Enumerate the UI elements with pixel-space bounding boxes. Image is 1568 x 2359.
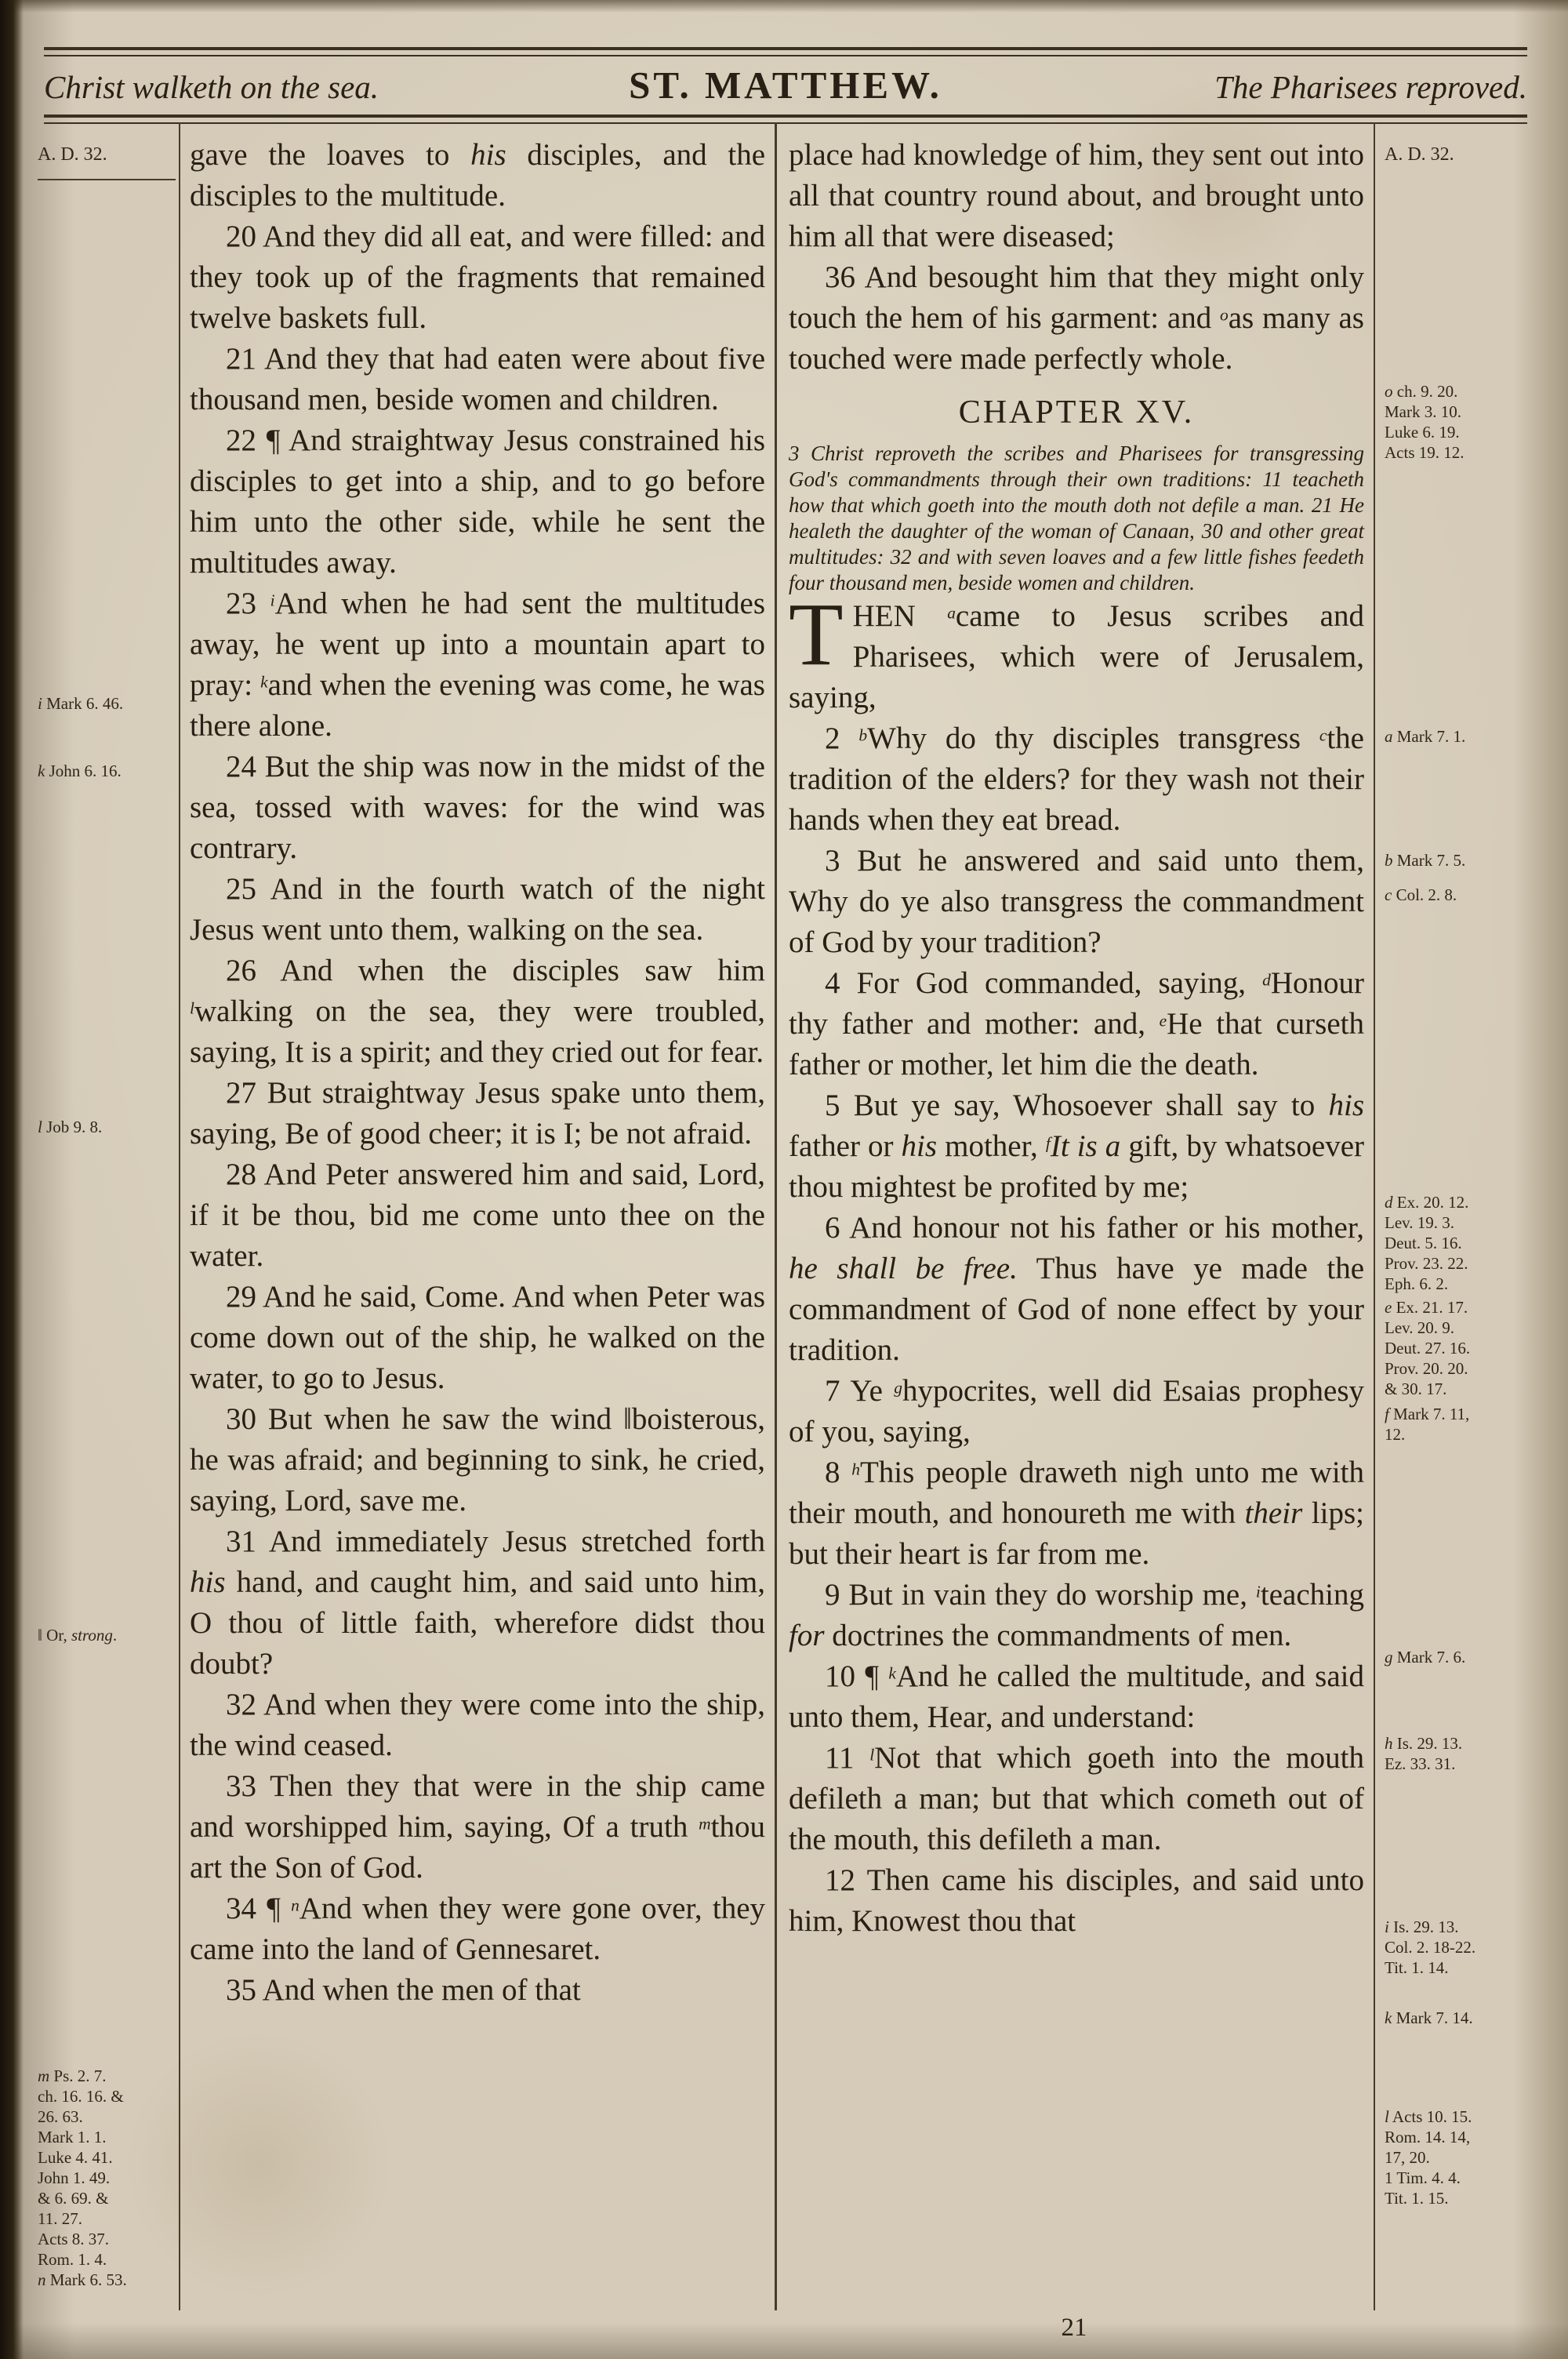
margin-note-line: o ch. 9. 20.: [1385, 382, 1458, 401]
chapter-opening-verse: THEN $^a$came to Jesus scribes and Pharisees, which were of Jerusalem, saying,: [789, 584, 1364, 714]
verse-paragraph: 31 And immediately Jesus stretched forth his hand, and caught him, and said unto him, O thou of little faith, wherefore didst thou doubt?: [190, 1525, 765, 1681]
header-rule-thick: [44, 114, 1527, 118]
left-text-column: [190, 135, 765, 2011]
verse-paragraph: 9 But in vain they do worship me, $^i$teaching for doctrines the commandments of men.: [789, 1578, 1364, 1652]
margin-note: [1385, 850, 1541, 871]
margin-note-line: k John 6. 16.: [38, 761, 122, 780]
margin-note-line: Luke 6. 19.: [1385, 423, 1460, 442]
verse-paragraph: 3 But he answered and said unto them, Why do ye also transgress the commandment of God by your tradition?: [789, 844, 1364, 959]
verse-paragraph: 34 ¶ $^n$And when they were gone over, they came into the land of Gennesaret.: [190, 1892, 766, 1966]
verse-paragraph: 6 And honour not his father or his mother, he shall be free. Thus have ye made the commandment of God of none effect by your tradition.: [789, 1211, 1365, 1367]
margin-note-line: Prov. 23. 22.: [1385, 1254, 1468, 1273]
verse-paragraph: 22 ¶ And straightway Jesus constrained his disciples to get into a ship, and to go before him unto the other side, while he sent the multitudes away.: [190, 423, 765, 580]
margin-note-line: c Col. 2. 8.: [1385, 885, 1457, 904]
verse-paragraph: 27 But straightway Jesus spake unto them, saying, Be of good cheer; it is I; be not afraid.: [190, 1076, 765, 1150]
right-margin-column: [1381, 0, 1538, 2359]
margin-note: [1385, 1192, 1541, 1294]
margin-note-line: 17, 20.: [1385, 2148, 1430, 2167]
margin-note-line: Col. 2. 18-22.: [1385, 1938, 1476, 1957]
margin-note-line: 26. 63.: [38, 2107, 83, 2126]
margin-note-line: Rom. 14. 14,: [1385, 2128, 1471, 2146]
margin-note-line: h Is. 29. 13.: [1385, 1734, 1463, 1753]
verse-paragraph: 33 Then they that were in the ship came and worshipped him, saying, Of a truth $^m$thou art the Son of God.: [190, 1769, 765, 1885]
running-head-left: Christ walketh on the sea.: [44, 69, 379, 105]
margin-note: [38, 761, 177, 781]
margin-note-line: Deut. 27. 16.: [1385, 1339, 1471, 1358]
margin-note-line: i Is. 29. 13.: [1385, 1917, 1459, 1936]
verse-paragraph: 30 But when he saw the wind ‖boisterous, he was afraid; and beginning to sink, he cried, saying, Lord, save me.: [190, 1402, 765, 1518]
running-header: [44, 63, 1527, 107]
verse-paragraph: gave the loaves to his disciples, and the disciples to the multitude.: [190, 138, 766, 213]
margin-note-line: a Mark 7. 1.: [1385, 727, 1466, 746]
margin-note-line: l Acts 10. 15.: [1385, 2107, 1472, 2126]
verse-paragraph: 11 $^l$Not that which goeth into the mouth defileth a man; but that which cometh out of the mouth, this defileth a man.: [789, 1741, 1364, 1856]
margin-note: [38, 1117, 177, 1137]
margin-note: [1385, 885, 1541, 905]
verse-paragraph: 35 And when the men of that: [226, 1973, 581, 2007]
margin-note: [1385, 726, 1541, 747]
verse-paragraph: place had knowledge of him, they sent out into all that country round about, and brought unto him all that were diseased;: [789, 138, 1364, 253]
margin-note-line: John 1. 49.: [38, 2168, 111, 2187]
margin-note-line: Ez. 33. 31.: [1385, 1754, 1456, 1773]
margin-note: [38, 2066, 177, 2290]
verse-paragraph: 28 And Peter answered him and said, Lord, if it be thou, bid me come unto thee on the water.: [190, 1158, 765, 1273]
margin-note-line: Deut. 5. 16.: [1385, 1234, 1462, 1252]
verse-paragraph: 4 For God commanded, saying, $^d$Honour thy father and mother: and, $^e$He that curseth father or mother, let him die the death.: [789, 966, 1364, 1081]
verse-paragraph: 10 ¶ $^k$And he called the multitude, and said unto them, Hear, and understand:: [789, 1659, 1365, 1734]
margin-note: [1385, 1733, 1541, 1774]
margin-note: [1385, 381, 1541, 463]
verse-paragraph: 32 And when they were come into the ship, the wind ceased.: [190, 1688, 765, 1762]
margin-note-line: Prov. 20. 20.: [1385, 1359, 1468, 1378]
verse-paragraph: 29 And he said, Come. And when Peter was come down out of the ship, he walked on the water, to go to Jesus.: [190, 1280, 765, 1395]
top-rule-thick: [44, 47, 1527, 50]
margin-note-line: Mark 1. 1.: [38, 2128, 107, 2146]
verse-paragraph: 2 $^b$Why do thy disciples transgress $^c$the tradition of the elders? for they wash not their hands when they eat bread.: [789, 722, 1364, 837]
verse-paragraph: 12 Then came his disciples, and said unto him, Knowest thou that: [789, 1863, 1364, 1938]
margin-note-line: Eph. 6. 2.: [1385, 1274, 1449, 1293]
margin-note-line: d Ex. 20. 12.: [1385, 1193, 1469, 1212]
verse-paragraph: 8 $^h$This people draweth nigh unto me with their mouth, and honoureth me with their lips; but their heart is far from me.: [789, 1456, 1364, 1571]
chapter-heading: CHAPTER XV.: [958, 394, 1195, 431]
top-rule-thin: [44, 55, 1527, 56]
margin-note-line: Tit. 1. 15.: [1385, 2189, 1449, 2208]
verse-paragraph: 7 Ye $^g$hypocrites, well did Esaias prophesy of you, saying,: [789, 1374, 1365, 1448]
margin-note: [1385, 2008, 1541, 2028]
verse-paragraph: 24 But the ship was now in the midst of the sea, tossed with waves: for the wind was contrary.: [190, 750, 765, 865]
verse-paragraph: 21 And they that had eaten were about five thousand men, beside women and children.: [190, 342, 765, 416]
margin-note-line: Tit. 1. 14.: [1385, 1958, 1449, 1977]
column-rule-center: [775, 122, 777, 2310]
margin-note-line: k Mark 7. 14.: [1385, 2008, 1473, 2027]
margin-note: [1385, 1647, 1541, 1667]
margin-note-line: & 30. 17.: [1385, 1379, 1447, 1398]
chapter-summary: 3 Christ reproveth the scribes and Pharisees for transgressing God's commandments through their own traditions: 11 teacheth how that which goeth into the mouth doth not defile a man. 21 He healeth the daughter of the woman of Canaan, 30 and other great multitudes: 32 and with seven loaves and a few little fishes feedeth four thousand men, beside women and children.: [789, 442, 1364, 594]
margin-note-line: Luke 4. 41.: [38, 2148, 113, 2167]
margin-note-line: Lev. 19. 3.: [1385, 1213, 1455, 1232]
book-title: ST. MATTHEW.: [629, 64, 942, 107]
margin-note-line: 1 Tim. 4. 4.: [1385, 2168, 1461, 2187]
anno-domini-left: A. D. 32.: [38, 144, 176, 180]
binding-edge: [0, 0, 24, 2359]
anno-domini-right: A. D. 32.: [1385, 144, 1454, 165]
margin-note-line: f Mark 7. 11,: [1385, 1405, 1470, 1423]
margin-note-line: Rom. 1. 4.: [38, 2250, 107, 2269]
margin-note-line: ‖ Or, strong.: [38, 1626, 118, 1645]
margin-note: [38, 1625, 177, 1645]
margin-note-line: e Ex. 21. 17.: [1385, 1298, 1468, 1317]
column-rule-left: [179, 122, 180, 2310]
margin-note-line: Acts 8. 37.: [38, 2230, 109, 2248]
header-rule-thin: [44, 122, 1527, 124]
margin-note-line: n Mark 6. 53.: [38, 2270, 127, 2289]
margin-note: [1385, 1404, 1541, 1445]
verse-paragraph: 25 And in the fourth watch of the night Jesus went unto them, walking on the sea.: [190, 872, 765, 947]
verse-paragraph: 20 And they did all eat, and were filled: and they took up of the fragments that remained twelve baskets full.: [190, 220, 765, 335]
column-rule-right: [1374, 122, 1375, 2310]
margin-note-line: 11. 27.: [38, 2209, 82, 2228]
margin-note-line: l Job 9. 8.: [38, 1118, 103, 1136]
margin-note-line: b Mark 7. 5.: [1385, 851, 1466, 870]
margin-note: [38, 693, 177, 714]
margin-note-line: i Mark 6. 46.: [38, 694, 124, 713]
page-number: 21: [1061, 2314, 1087, 2342]
right-text-column: [789, 135, 1364, 1942]
margin-note: [1385, 1297, 1541, 1399]
margin-note-line: 12.: [1385, 1425, 1406, 1444]
margin-note-line: & 6. 69. &: [38, 2189, 109, 2208]
margin-note-line: ch. 16. 16. &: [38, 2087, 124, 2106]
drop-cap: T: [789, 584, 844, 684]
margin-note-line: Lev. 20. 9.: [1385, 1318, 1455, 1337]
margin-note-line: g Mark 7. 6.: [1385, 1648, 1466, 1667]
running-head-right: The Pharisees reproved.: [1214, 69, 1528, 105]
margin-note-line: Acts 19. 12.: [1385, 443, 1465, 462]
margin-note: [1385, 2106, 1541, 2208]
margin-note-line: m Ps. 2. 7.: [38, 2066, 107, 2085]
verse-paragraph: 5 But ye say, Whosoever shall say to his father or his mother, $^f$It is a gift, by whatsoever thou mightest be profited by me;: [789, 1089, 1364, 1204]
verse-paragraph: 23 $^i$And when he had sent the multitudes away, he went up into a mountain apart to pray: $^k$and when the evening was come, he was there alone.: [190, 587, 765, 743]
margin-note-line: Mark 3. 10.: [1385, 402, 1461, 421]
verse-paragraph: 26 And when the disciples saw him $^l$walking on the sea, they were troubled, saying, It is a spirit; and they cried out for fear.: [190, 954, 765, 1069]
verse-paragraph: 36 And besought him that they might only touch the hem of his garment: and $^o$as many as touched were made perfectly whole.: [789, 260, 1364, 376]
margin-note: [1385, 1917, 1541, 1978]
left-margin-column: [38, 0, 177, 2359]
